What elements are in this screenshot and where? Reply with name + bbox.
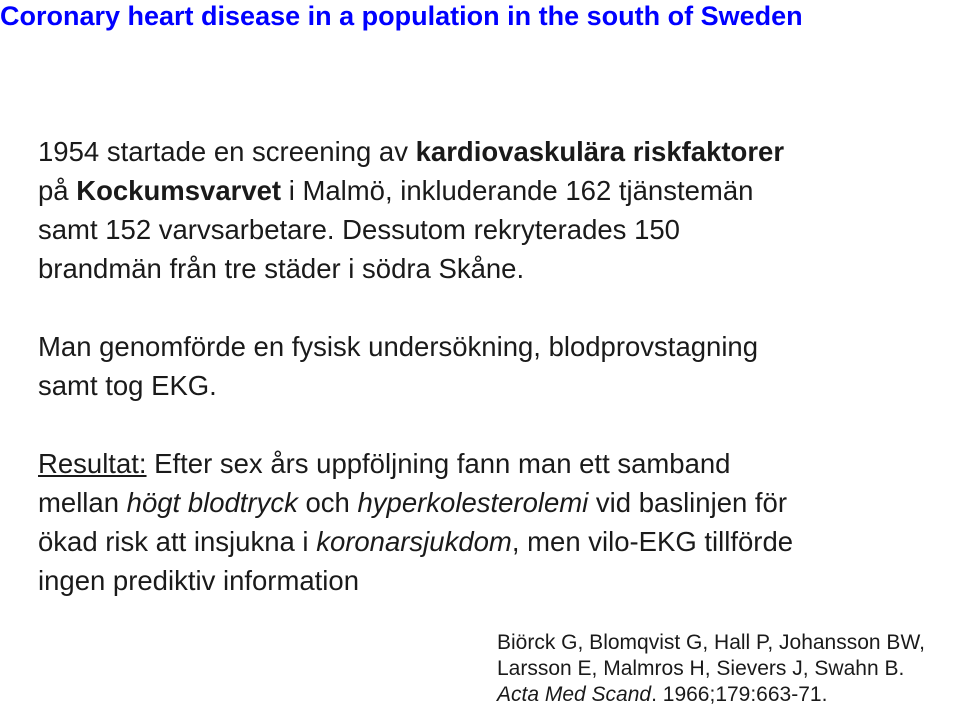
results-label: Resultat: [38, 448, 147, 479]
paragraph-line [38, 132, 784, 171]
paragraph-line: brandmän från tre städer i södra Skåne. [38, 253, 525, 284]
paragraph-line: ingen prediktiv information [38, 565, 360, 596]
text-run: , men vilo-EKG tillförde [511, 526, 794, 557]
reference-line: Biörck G, Blomqvist G, Hall P, Johansson BW, [497, 631, 925, 654]
reference-line [497, 682, 925, 708]
text-run: Efter sex års uppföljning fann man ett samband [146, 448, 731, 479]
reference-line: Larsson E, Malmros H, Sievers J, Swahn B. [497, 657, 905, 680]
paragraph-results [38, 444, 793, 600]
paragraph-line [38, 483, 793, 522]
italic-text: högt blodtryck [126, 487, 298, 518]
text-run: 1954 startade en screening av [38, 136, 416, 167]
text-run: och [297, 487, 358, 518]
paragraph-line: samt tog EKG. [38, 370, 217, 401]
text-run: . 1966;179:663-71. [651, 683, 828, 706]
italic-text: hyperkolesterolemi [357, 487, 589, 518]
bold-text: kardiovaskulära riskfaktorer [415, 136, 785, 167]
paragraph-line [38, 444, 793, 483]
paragraph-line [38, 171, 784, 210]
reference-citation [497, 630, 925, 708]
paragraph-examination [38, 327, 758, 405]
bold-text: Kockumsvarvet [76, 175, 282, 206]
paragraph-line [38, 522, 793, 561]
italic-text: koronarsjukdom [316, 526, 512, 557]
text-run: i Malmö, inkluderande 162 tjänstemän [281, 175, 754, 206]
slide-title: Coronary heart disease in a population in the south of Sweden [0, 1, 803, 31]
paragraph-line: samt 152 varvsarbetare. Dessutom rekryterades 150 [38, 214, 680, 245]
paragraph-line: Man genomförde en fysisk undersökning, blodprovstagning [38, 331, 759, 362]
text-run: på [38, 175, 77, 206]
text-run: ökad risk att insjukna i [38, 526, 317, 557]
paragraph-screening [38, 132, 784, 288]
journal-name: Acta Med Scand [497, 683, 652, 706]
text-run: mellan [38, 487, 127, 518]
text-run: vid baslinjen för [588, 487, 788, 518]
